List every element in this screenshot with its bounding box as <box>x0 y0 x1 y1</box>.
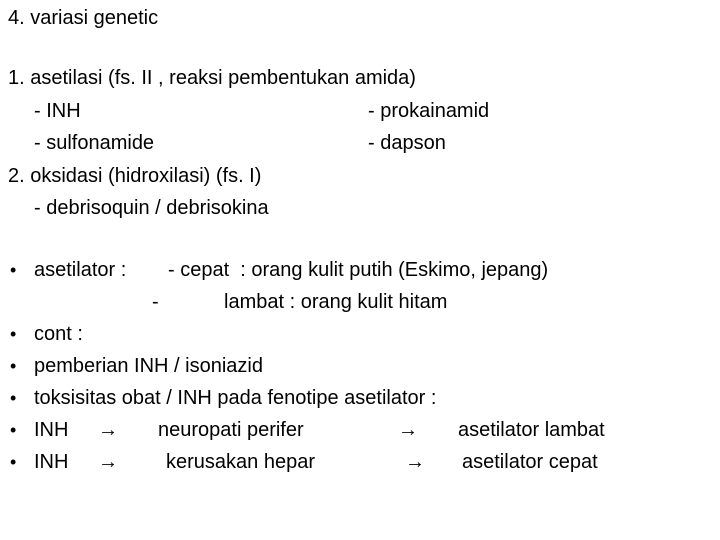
list-item-asetilasi: 1. asetilasi (fs. II , reaksi pembentukan amida) <box>8 67 416 89</box>
asetilator-label: asetilator : <box>34 259 127 281</box>
row1-drug: INH <box>34 419 69 441</box>
pemberian-text: pemberian INH / isoniazid <box>34 355 263 377</box>
bullet-icon: • <box>10 420 17 440</box>
drug-prokainamid: - prokainamid <box>368 100 490 122</box>
row2-result: asetilator cepat <box>462 451 598 473</box>
row2-effect: kerusakan hepar <box>166 451 315 473</box>
row1-result: asetilator lambat <box>458 419 605 441</box>
bullet-icon: • <box>10 388 17 408</box>
asetilator-slow-dash: - <box>152 291 159 313</box>
right-arrow-icon: → <box>398 419 418 441</box>
drug-sulfonamide: - sulfonamide <box>34 132 155 154</box>
row1-effect: neuropati perifer <box>158 419 304 441</box>
row2-drug: INH <box>34 451 69 473</box>
bullet-icon: • <box>10 260 17 280</box>
bullet-icon: • <box>10 356 17 376</box>
heading: 4. variasi genetic <box>8 7 159 29</box>
right-arrow-icon: → <box>98 419 118 441</box>
toksisitas-text: toksisitas obat / INH pada fenotipe asetilator : <box>34 387 437 409</box>
asetilator-slow: lambat : orang kulit hitam <box>224 291 448 313</box>
drug-inh: - INH <box>34 100 81 122</box>
cont-text: cont : <box>34 323 83 345</box>
list-item-oksidasi: 2. oksidasi (hidroxilasi) (fs. I) <box>8 165 262 187</box>
drug-dapson: - dapson <box>368 132 446 154</box>
bullet-icon: • <box>10 324 17 344</box>
drug-debrisoquin: - debrisoquin / debrisokina <box>34 197 269 219</box>
bullet-icon: • <box>10 452 17 472</box>
asetilator-fast: - cepat : orang kulit putih (Eskimo, jepang) <box>168 259 549 281</box>
right-arrow-icon: → <box>405 451 425 473</box>
right-arrow-icon: → <box>98 451 118 473</box>
